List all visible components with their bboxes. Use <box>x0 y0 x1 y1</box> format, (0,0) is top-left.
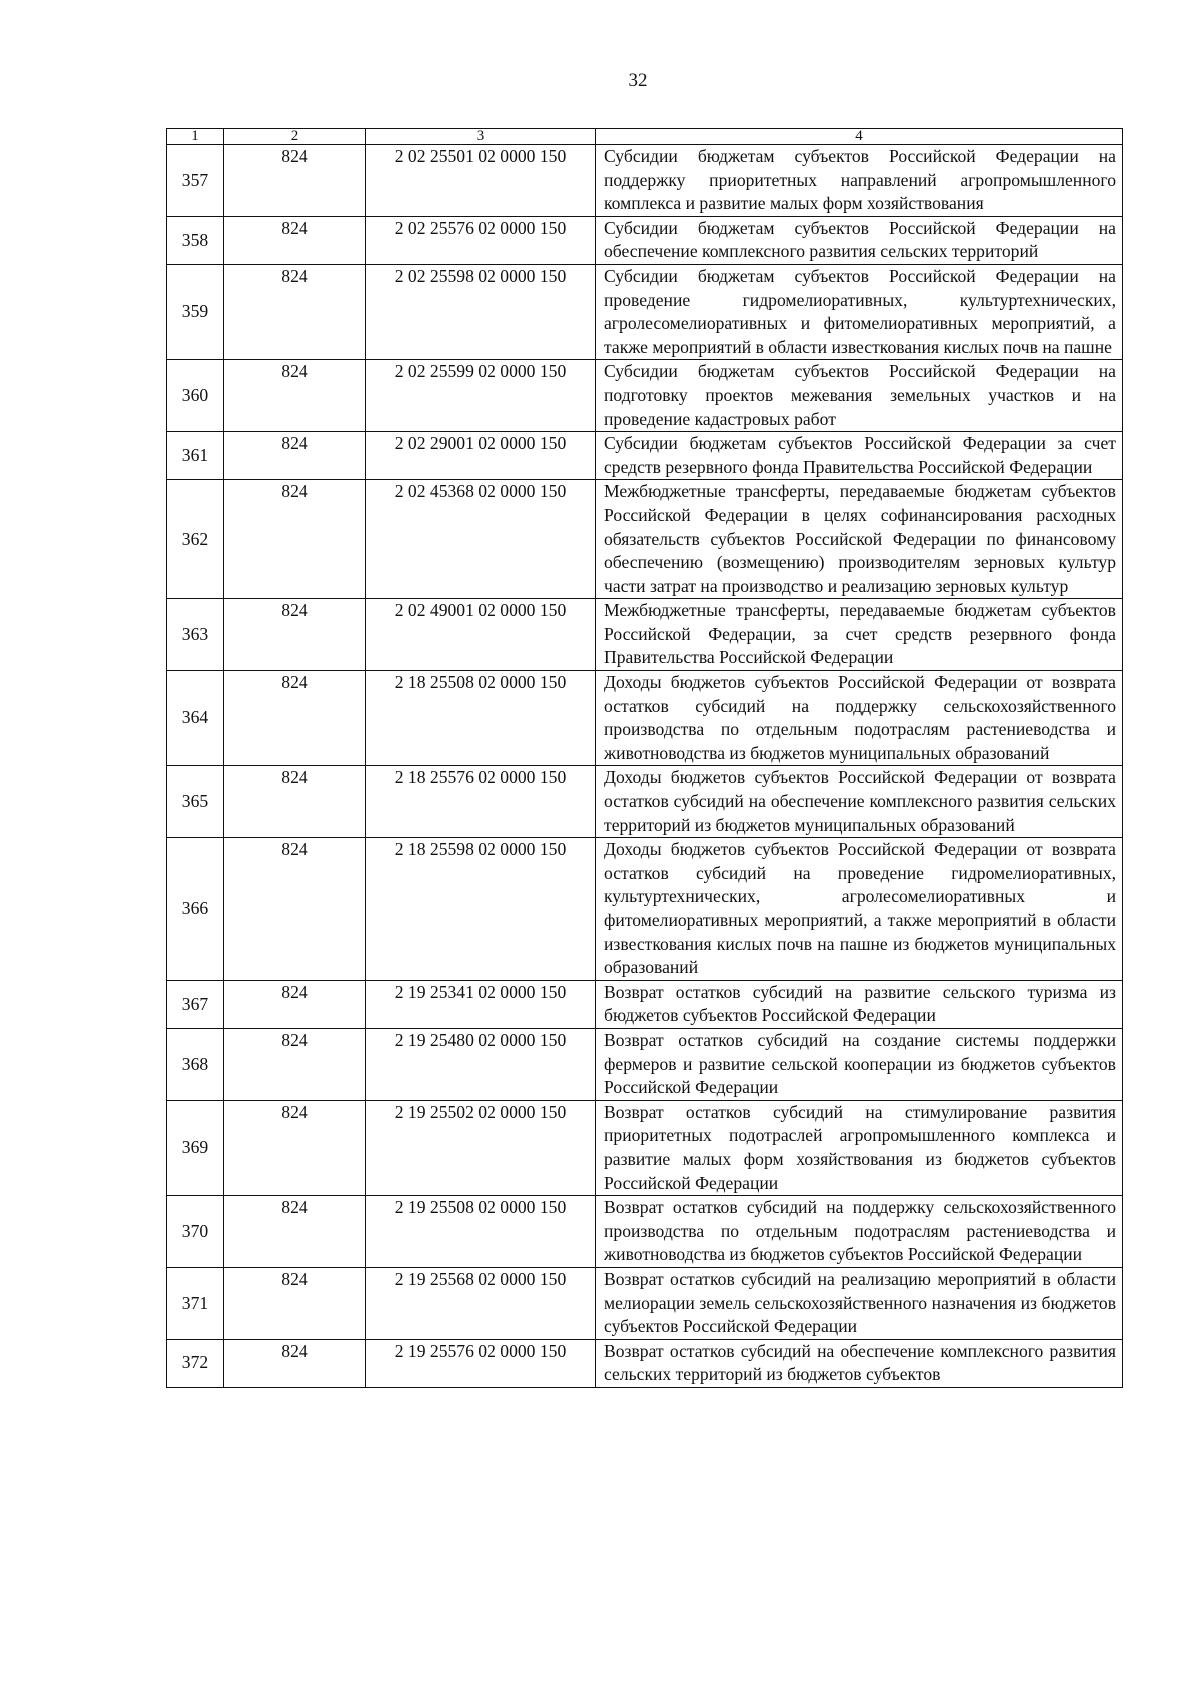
admin-code: 824 <box>224 1339 366 1387</box>
income-description: Возврат остатков субсидий на реализацию мероприятий в области мелиорации земель сельскохозяйственного назначения из бюджетов субъектов Российской Федерации <box>596 1267 1123 1339</box>
table-row <box>167 1196 1123 1268</box>
budget-code: 2 02 45368 02 0000 150 <box>366 480 596 599</box>
table-row <box>167 671 1123 766</box>
budget-code: 2 19 25508 02 0000 150 <box>366 1196 596 1268</box>
admin-code: 824 <box>224 1196 366 1268</box>
budget-classification-table <box>166 128 1123 1388</box>
row-number: 367 <box>167 980 224 1028</box>
table-row <box>167 1028 1123 1100</box>
budget-code: 2 19 25480 02 0000 150 <box>366 1028 596 1100</box>
budget-code: 2 02 25598 02 0000 150 <box>366 264 596 359</box>
row-number: 366 <box>167 838 224 981</box>
admin-code: 824 <box>224 671 366 766</box>
row-number: 364 <box>167 671 224 766</box>
admin-code: 824 <box>224 599 366 671</box>
table-row <box>167 480 1123 599</box>
budget-code: 2 18 25598 02 0000 150 <box>366 838 596 981</box>
income-description: Доходы бюджетов субъектов Российской Федерации от возврата остатков субсидий на поддержку сельскохозяйственного производства по отдельным подотраслям растениеводства и животноводства из бюджетов муниципальных образований <box>596 671 1123 766</box>
table-row <box>167 145 1123 217</box>
admin-code: 824 <box>224 264 366 359</box>
income-description: Субсидии бюджетам субъектов Российской Федерации на обеспечение комплексного развития сельских территорий <box>596 216 1123 264</box>
admin-code: 824 <box>224 1100 366 1195</box>
income-description: Доходы бюджетов субъектов Российской Федерации от возврата остатков субсидий на проведение гидромелиоративных, культуртехнических, агролесомелиоративных и фитомелиоративных мероприятий, а также мероприятий в области известкования кислых почв на пашне из бюджетов муниципальных образований <box>596 838 1123 981</box>
row-number: 368 <box>167 1028 224 1100</box>
admin-code: 824 <box>224 360 366 432</box>
table-row <box>167 1100 1123 1195</box>
budget-code: 2 02 25599 02 0000 150 <box>366 360 596 432</box>
income-description: Возврат остатков субсидий на поддержку сельскохозяйственного производства по отдельным подотраслям растениеводства и животноводства из бюджетов субъектов Российской Федерации <box>596 1196 1123 1268</box>
budget-code: 2 02 49001 02 0000 150 <box>366 599 596 671</box>
table-row <box>167 360 1123 432</box>
row-number: 372 <box>167 1339 224 1387</box>
row-number: 360 <box>167 360 224 432</box>
admin-code: 824 <box>224 838 366 981</box>
budget-code: 2 02 29001 02 0000 150 <box>366 432 596 480</box>
header-col-4: 4 <box>596 129 1123 145</box>
table-row <box>167 264 1123 359</box>
row-number: 365 <box>167 766 224 838</box>
budget-code: 2 19 25341 02 0000 150 <box>366 980 596 1028</box>
budget-code: 2 02 25501 02 0000 150 <box>366 145 596 217</box>
income-description: Доходы бюджетов субъектов Российской Федерации от возврата остатков субсидий на обеспечение комплексного развития сельских территорий из бюджетов муниципальных образований <box>596 766 1123 838</box>
row-number: 370 <box>167 1196 224 1268</box>
row-number: 361 <box>167 432 224 480</box>
table-row <box>167 980 1123 1028</box>
income-description: Возврат остатков субсидий на создание системы поддержки фермеров и развитие сельской кооперации из бюджетов субъектов Российской Федерации <box>596 1028 1123 1100</box>
table-row <box>167 838 1123 981</box>
budget-code: 2 19 25576 02 0000 150 <box>366 1339 596 1387</box>
budget-code: 2 19 25502 02 0000 150 <box>366 1100 596 1195</box>
income-description: Межбюджетные трансферты, передаваемые бюджетам субъектов Российской Федерации в целях софинансирования расходных обязательств субъектов Российской Федерации по финансовому обеспечению (возмещению) производителям зерновых культур части затрат на производство и реализацию зерновых культур <box>596 480 1123 599</box>
row-number: 358 <box>167 216 224 264</box>
row-number: 363 <box>167 599 224 671</box>
income-description: Субсидии бюджетам субъектов Российской Федерации на подготовку проектов межевания земельных участков и на проведение кадастровых работ <box>596 360 1123 432</box>
admin-code: 824 <box>224 1028 366 1100</box>
header-col-1: 1 <box>167 129 224 145</box>
row-number: 369 <box>167 1100 224 1195</box>
table-header-row <box>167 129 1123 145</box>
page-number: 32 <box>628 70 648 91</box>
admin-code: 824 <box>224 766 366 838</box>
income-description: Возврат остатков субсидий на обеспечение комплексного развития сельских территорий из бюджетов субъектов <box>596 1339 1123 1387</box>
income-description: Возврат остатков субсидий на стимулирование развития приоритетных подотраслей агропромышленного комплекса и развитие малых форм хозяйствования из бюджетов субъектов Российской Федерации <box>596 1100 1123 1195</box>
table-row <box>167 1339 1123 1387</box>
income-description: Субсидии бюджетам субъектов Российской Федерации за счет средств резервного фонда Правительства Российской Федерации <box>596 432 1123 480</box>
income-description: Возврат остатков субсидий на развитие сельского туризма из бюджетов субъектов Российской Федерации <box>596 980 1123 1028</box>
table-row <box>167 1267 1123 1339</box>
table-row <box>167 216 1123 264</box>
admin-code: 824 <box>224 980 366 1028</box>
budget-code: 2 18 25576 02 0000 150 <box>366 766 596 838</box>
table-row <box>167 599 1123 671</box>
income-description: Субсидии бюджетам субъектов Российской Федерации на поддержку приоритетных направлений агропромышленного комплекса и развитие малых форм хозяйствования <box>596 145 1123 217</box>
header-col-3: 3 <box>366 129 596 145</box>
admin-code: 824 <box>224 432 366 480</box>
budget-code: 2 02 25576 02 0000 150 <box>366 216 596 264</box>
income-description: Субсидии бюджетам субъектов Российской Федерации на проведение гидромелиоративных, культуртехнических, агролесомелиоративных и фитомелиоративных мероприятий, а также мероприятий в области известкования кислых почв на пашне <box>596 264 1123 359</box>
row-number: 362 <box>167 480 224 599</box>
budget-code: 2 19 25568 02 0000 150 <box>366 1267 596 1339</box>
admin-code: 824 <box>224 145 366 217</box>
admin-code: 824 <box>224 216 366 264</box>
row-number: 359 <box>167 264 224 359</box>
budget-code: 2 18 25508 02 0000 150 <box>366 671 596 766</box>
admin-code: 824 <box>224 480 366 599</box>
row-number: 357 <box>167 145 224 217</box>
table-row <box>167 766 1123 838</box>
table-row <box>167 432 1123 480</box>
row-number: 371 <box>167 1267 224 1339</box>
admin-code: 824 <box>224 1267 366 1339</box>
header-col-2: 2 <box>224 129 366 145</box>
income-description: Межбюджетные трансферты, передаваемые бюджетам субъектов Российской Федерации, за счет средств резервного фонда Правительства Российской Федерации <box>596 599 1123 671</box>
